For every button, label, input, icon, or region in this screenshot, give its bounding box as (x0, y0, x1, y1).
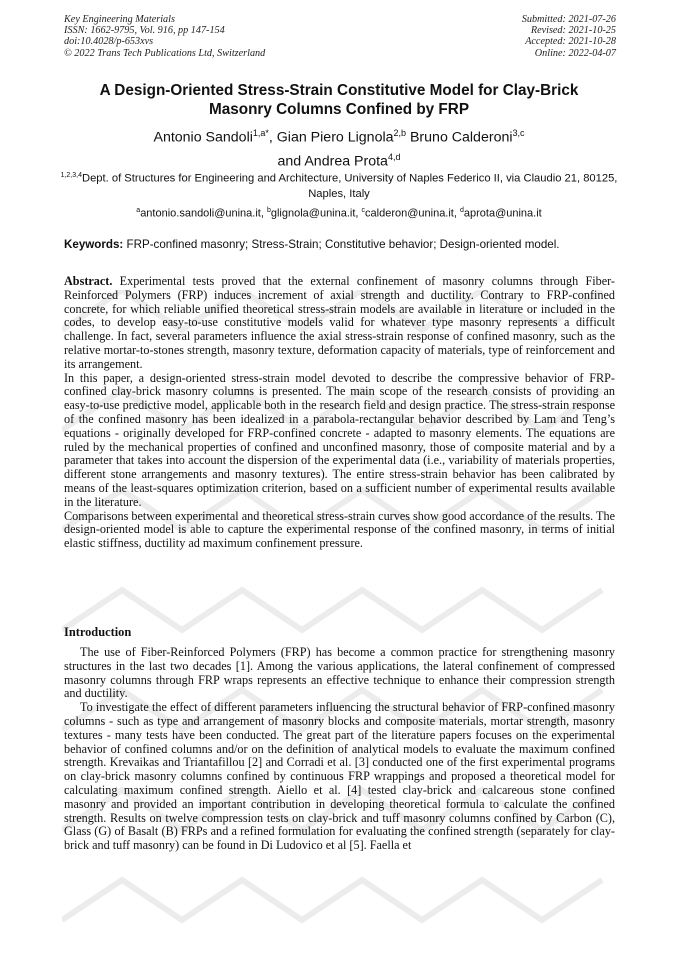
abstract-p1-text: Experimental tests proved that the external confinement of masonry columns through Fiber-Reinforced Polymers (FRP) induces increment of axial strength and ductility. Contrary to FRP-confined concrete, for which reliable unified theoretical stress-strain models are available in literature or included in the codes, to develop easy-to-use constitutive models valid for whatever type masonry represents a difficult challenge. In fact, several parameters influence the axial stress-strain response of confined masonry, such as the relative mortar-to-stones strength, masonry texture, deformation capacity of materials, type of reinforcement and its arrangement. (64, 274, 615, 371)
author-2-sup: 2,b (393, 128, 407, 138)
journal-doi: doi:10.4028/p-653xvs (64, 36, 154, 48)
email-1: antonio.sandoli@unina.it, (140, 207, 267, 220)
abstract-paragraph-3: Comparisons between experimental and theoretical stress-strain curves show good accordance of the results. The design-oriented model is able to capture the experimental response of the confined masonry, in terms of initial elastic stiffness, ductility ad maximum confinement pressure. (64, 508, 615, 551)
email-1-sup: a (136, 207, 141, 214)
date-accepted: Accepted: 2021-10-28 (525, 36, 616, 48)
author-3-sup: 3,c (512, 128, 525, 138)
email-4-sup: d (459, 207, 464, 214)
title-line-1: A Design-Oriented Stress-Strain Constitutive Model for Clay-Brick (99, 82, 579, 99)
affiliation-sup: 1,2,3,4 (60, 172, 82, 179)
introduction-paragraph-2: To investigate the effect of different parameters influencing the structural behavior of FRP-confined masonry columns - such as type and arrangement of masonry blocks and composite materials, mortar strength, masonry textures - many tests have been conducted. The great part of the literature papers focuses on the experimental behavior of confined columns and/or on the definition of analytical models to evaluate the maximum confined strength. Krevaikas and Triantafillou [2] and Corradi et al. [3] conducted one of the first experimental programs on clay-brick masonry columns confined by continuous FRP wrappings and proposed a theoretical model for calculating maximum confined strength. Aiello et al. [4] tested clay-brick and calcareous stone confined masonry and provided an important contribution in developing theoretical formula to calculate the confined strength. Results on twelve compression tests on clay-brick and tuff masonry columns confined by Carbon (C), Glass (G) of Basalt (B) FRPs and a refined formulation for evaluating the confined strength (separately for clay-brick and tuff masonry) can be found in Di Ludovico et al [5]. Faella et (64, 700, 615, 853)
abstract (64, 275, 615, 551)
introduction-heading: Introduction (64, 625, 132, 639)
abstract-paragraph-2: In this paper, a design-oriented stress-strain model devoted to describe the compressive behavior of FRP-confined clay-brick masonry columns is presented. The main scope of the research consists of providing an easy-to-use predictive model, applicable both in the research field and design practice. The stress-strain response of the confined masonry has been idealized in a parabola-rectangular behavior described by Lam and Teng’s equations - originally developed for FRP-confined concrete - adapted to masonry elements. The equations are ruled by the mechanical properties of confined and unconfined masonry, those of composite material and by a parameter that takes into account the dispersion of the experimental data (i.e., variability of materials properties, different stone arrangements and masonry textures). The entire stress-strain behavior has been calibrated by means of the least-squares optimization criterion, based on a sufficient number of experimental results available in the literature. (64, 370, 615, 509)
author-4: and Andrea Prota (277, 153, 388, 170)
affiliation (60, 168, 618, 202)
date-submitted: Submitted: 2021-07-26 (521, 14, 616, 25)
journal-issn: ISSN: 1662-9795, Vol. 916, pp 147-154 (64, 25, 225, 37)
introduction-paragraph-1: The use of Fiber-Reinforced Polymers (FRP) has become a common practice for strengthening masonry structures in the last two decades [1]. Among the various applications, the lateral confinement of compressed masonry columns through FRP wraps represents an effective technique to enhance their compression strength and ductility. (64, 645, 615, 701)
author-list (40, 124, 638, 171)
introduction-body (64, 646, 615, 853)
author-1: Antonio Sandoli (153, 129, 253, 146)
journal-info (64, 14, 265, 59)
affiliation-text: Dept. of Structures for Engineering and Architecture, University of Naples Federico II, via Claudio 21, 80125, Naples, Italy (82, 172, 618, 200)
title-line-2: Masonry Columns Confined by FRP (208, 100, 470, 118)
author-2: , Gian Piero Lignola (268, 129, 394, 146)
email-2: glignola@unina.it, (270, 207, 362, 220)
keywords-text: FRP-confined masonry; Stress-Strain; Constitutive behavior; Design-oriented model. (123, 238, 560, 251)
author-1-sup: 1,a* (252, 128, 269, 138)
date-online: Online: 2022-04-07 (534, 47, 616, 59)
email-list (40, 204, 638, 221)
email-3-sup: c (361, 207, 366, 214)
date-revised: Revised: 2021-10-25 (530, 25, 616, 37)
abstract-paragraph-1 (64, 275, 615, 372)
email-4: aprota@unina.it (463, 207, 542, 220)
abstract-label: Abstract. (64, 274, 113, 288)
author-4-sup: 4,d (387, 151, 401, 162)
keywords (64, 238, 616, 252)
journal-name: Key Engineering Materials (64, 14, 175, 25)
keywords-label: Keywords: (64, 238, 124, 251)
paper-title (40, 82, 638, 119)
submission-dates (522, 14, 616, 59)
journal-copyright: © 2022 Trans Tech Publications Ltd, Switzerland (64, 47, 266, 59)
email-3: calderon@unina.it, (365, 207, 460, 220)
author-3: Bruno Calderoni (406, 129, 513, 146)
email-2-sup: b (266, 207, 271, 214)
